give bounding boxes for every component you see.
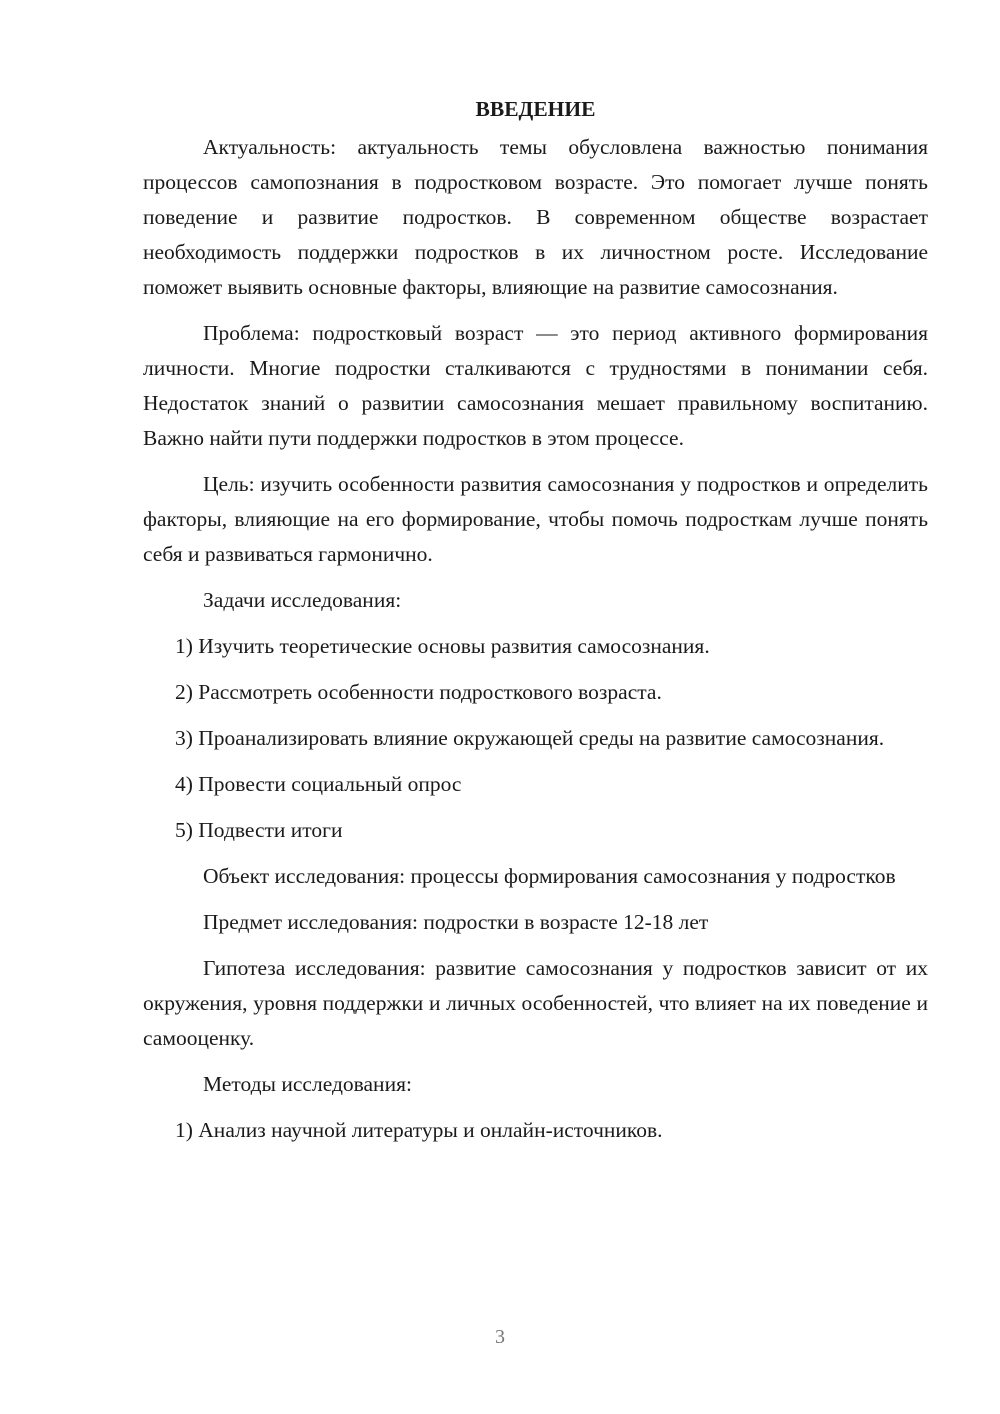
methods-label: Методы исследования: [203,1072,412,1096]
task-item-1: 1) Изучить теоретические основы развития самосознания. [175,634,710,658]
method-item-1: 1) Анализ научной литературы и онлайн-источников. [175,1118,663,1142]
page-number: 3 [495,1326,505,1348]
subject-paragraph: Предмет исследования: подростки в возрасте 12-18 лет [203,910,709,934]
tasks-label: Задачи исследования: [203,588,402,612]
task-item-3: 3) Проанализировать влияние окружающей среды на развитие самосознания. [175,726,885,750]
task-item-5: 5) Подвести итоги [175,818,343,842]
goal-paragraph: Цель: изучить особенности развития самосознания у подростков и определить факторы, влияющие на его формирование, чтобы помочь подросткам лучше понять себя и развиваться гармонично. [143,472,928,566]
object-paragraph: Объект исследования: процессы формирования самосознания у подростков [203,864,896,888]
hypothesis-paragraph: Гипотеза исследования: развитие самосознания у подростков зависит от их окружения, уровня поддержки и личных особенностей, что влияет на их поведение и самооценку. [143,956,928,1050]
task-item-2: 2) Рассмотреть особенности подросткового возраста. [175,680,662,704]
task-item-4: 4) Провести социальный опрос [175,772,462,796]
problem-paragraph: Проблема: подростковый возраст — это период активного формирования личности. Многие подростки сталкиваются с трудностями в понимании себя. Недостаток знаний о развитии самосознания мешает правильному воспитанию. Важно найти пути поддержки подростков в этом процессе. [143,321,928,450]
section-heading: ВВЕДЕНИЕ [475,97,596,121]
relevance-paragraph: Актуальность: актуальность темы обусловлена важностью понимания процессов самопознания в подростковом возрасте. Это помогает лучше понять поведение и развитие подростков. В современном обществе возрастает необходимость поддержки подростков в их личностном росте. Исследование поможет выявить основные факторы, влияющие на развитие самосознания. [143,135,928,299]
document-page [143,92,928,1159]
